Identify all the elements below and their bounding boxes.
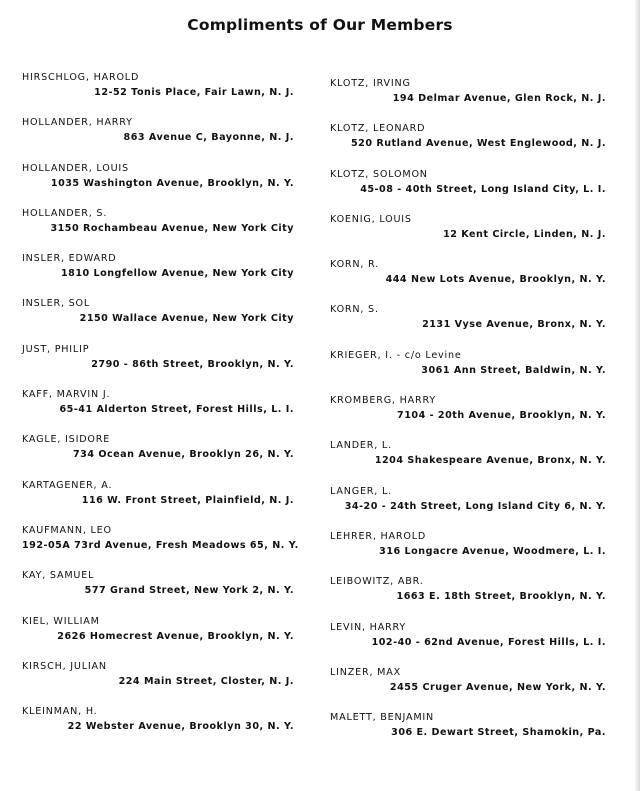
page-title: Compliments of Our Members — [187, 16, 453, 34]
member-name: KARTAGENER, A. — [22, 479, 113, 491]
member-address: 520 Rutland Avenue, West Englewood, N. J. — [350, 138, 606, 150]
member-name: MALETT, BENJAMIN — [330, 712, 435, 724]
member-name: LANGER, L. — [330, 485, 392, 497]
member-name: LINZER, MAX — [330, 666, 401, 678]
member-entry — [330, 78, 606, 123]
member-name: KRIEGER, I. - c/o Levine — [330, 349, 462, 361]
member-entry — [22, 117, 294, 162]
member-address: 1810 Longfellow Avenue, New York City — [60, 268, 294, 280]
member-address: 2131 Vyse Avenue, Bronx, N. Y. — [422, 319, 606, 331]
member-entry — [22, 344, 294, 389]
member-entry — [22, 616, 294, 661]
member-entry — [22, 570, 294, 615]
member-entry — [22, 480, 294, 525]
member-address: 224 Main Street, Closter, N. J. — [118, 675, 294, 687]
member-entry — [22, 208, 294, 253]
member-name: KORN, R. — [330, 259, 380, 271]
member-name: KLOTZ, IRVING — [330, 78, 411, 89]
member-entry — [330, 123, 606, 168]
member-entry — [330, 169, 606, 214]
member-entry — [330, 350, 606, 395]
member-name: KLEINMAN, H. — [22, 706, 98, 718]
member-name: LEHRER, HAROLD — [330, 530, 427, 542]
member-address: 45-08 - 40th Street, Long Island City, L. I. — [360, 183, 606, 195]
member-name: HIRSCHLOG, HAROLD — [22, 72, 140, 83]
member-name: KORN, S. — [330, 304, 379, 316]
member-name: KLOTZ, SOLOMON — [330, 168, 428, 180]
member-entry — [330, 259, 606, 304]
member-entry — [330, 712, 606, 757]
member-name: HOLLANDER, LOUIS — [22, 162, 129, 174]
member-entry — [22, 434, 294, 479]
member-name: KIRSCH, JULIAN — [22, 660, 107, 672]
member-address: 444 New Lots Avenue, Brooklyn, N. Y. — [385, 274, 606, 286]
member-address: 194 Delmar Avenue, Glen Rock, N. J. — [392, 93, 606, 104]
member-entry — [330, 576, 606, 621]
member-name: KAY, SAMUEL — [22, 570, 95, 582]
member-name: KAGLE, ISIDORE — [22, 434, 111, 446]
member-address: 734 Ocean Avenue, Brooklyn 26, N. Y. — [72, 449, 294, 461]
member-entry — [22, 72, 294, 117]
member-address: 863 Avenue C, Bayonne, N. J. — [123, 132, 294, 144]
member-entry — [330, 667, 606, 712]
member-entry — [330, 440, 606, 485]
member-name: KROMBERG, HARRY — [330, 395, 436, 407]
member-address: 102-40 - 62nd Avenue, Forest Hills, L. I. — [371, 636, 606, 648]
member-name: INSLER, EDWARD — [22, 253, 117, 265]
member-address: 65-41 Alderton Street, Forest Hills, L. I. — [59, 404, 294, 416]
member-address: 7104 - 20th Avenue, Brooklyn, N. Y. — [397, 410, 606, 422]
member-name: KOENIG, LOUIS — [330, 213, 412, 225]
member-entry — [330, 395, 606, 440]
member-entry — [22, 163, 294, 208]
member-address: 12 Kent Circle, Linden, N. J. — [443, 228, 606, 240]
member-address: 1204 Shakespeare Avenue, Bronx, N. Y. — [374, 455, 606, 467]
member-entry — [22, 389, 294, 434]
member-name: HOLLANDER, S. — [22, 207, 108, 219]
member-entry — [22, 253, 294, 298]
member-entry — [22, 524, 299, 570]
member-entry — [330, 214, 606, 259]
member-name: KAUFMANN, LEO — [22, 524, 112, 536]
member-address: 2626 Homecrest Avenue, Brooklyn, N. Y. — [57, 630, 294, 642]
member-address: 22 Webster Avenue, Brooklyn 30, N. Y. — [67, 721, 294, 733]
member-name: LEIBOWITZ, ABR. — [330, 576, 424, 588]
member-entry — [330, 622, 606, 667]
member-address: 1663 E. 18th Street, Brooklyn, N. Y. — [396, 591, 606, 603]
member-name: LEVIN, HARRY — [330, 621, 407, 633]
member-address: 12-52 Tonis Place, Fair Lawn, N. J. — [94, 87, 294, 98]
member-entry — [22, 661, 294, 706]
member-address: 577 Grand Street, New York 2, N. Y. — [84, 585, 294, 597]
member-name: LANDER, L. — [330, 440, 392, 452]
member-address: 3061 Ann Street, Baldwin, N. Y. — [421, 364, 606, 376]
member-address: 2150 Wallace Avenue, New York City — [79, 313, 294, 325]
member-address: 306 E. Dewart Street, Shamokin, Pa. — [391, 727, 606, 739]
member-address: 2455 Cruger Avenue, New York, N. Y. — [389, 681, 606, 693]
member-name: JUST, PHILIP — [22, 343, 90, 355]
member-name: HOLLANDER, HARRY — [22, 117, 133, 129]
member-address: 3150 Rochambeau Avenue, New York City — [50, 222, 294, 234]
member-address: 1035 Washington Avenue, Brooklyn, N. Y. — [50, 177, 294, 189]
member-address: 2790 - 86th Street, Brooklyn, N. Y. — [91, 358, 294, 370]
member-name: KIEL, WILLIAM — [22, 615, 100, 627]
member-name: KLOTZ, LEONARD — [330, 123, 426, 135]
member-entry — [22, 706, 294, 751]
member-address: 34-20 - 24th Street, Long Island City 6, N. Y. — [344, 500, 606, 512]
member-entry — [330, 531, 606, 576]
page-edge-shadow — [634, 0, 640, 791]
member-address: 192-05A 73rd Avenue, Fresh Meadows 65, N. Y. — [22, 539, 299, 551]
member-address: 316 Longacre Avenue, Woodmere, L. I. — [379, 545, 606, 557]
member-name: KAFF, MARVIN J. — [22, 389, 111, 401]
member-name: INSLER, SOL — [22, 298, 91, 310]
member-address: 116 W. Front Street, Plainfield, N. J. — [81, 494, 294, 506]
member-entry — [330, 486, 606, 531]
member-entry — [330, 304, 606, 349]
member-entry — [22, 298, 294, 343]
left-member-column — [22, 72, 299, 751]
right-member-column — [330, 78, 606, 757]
